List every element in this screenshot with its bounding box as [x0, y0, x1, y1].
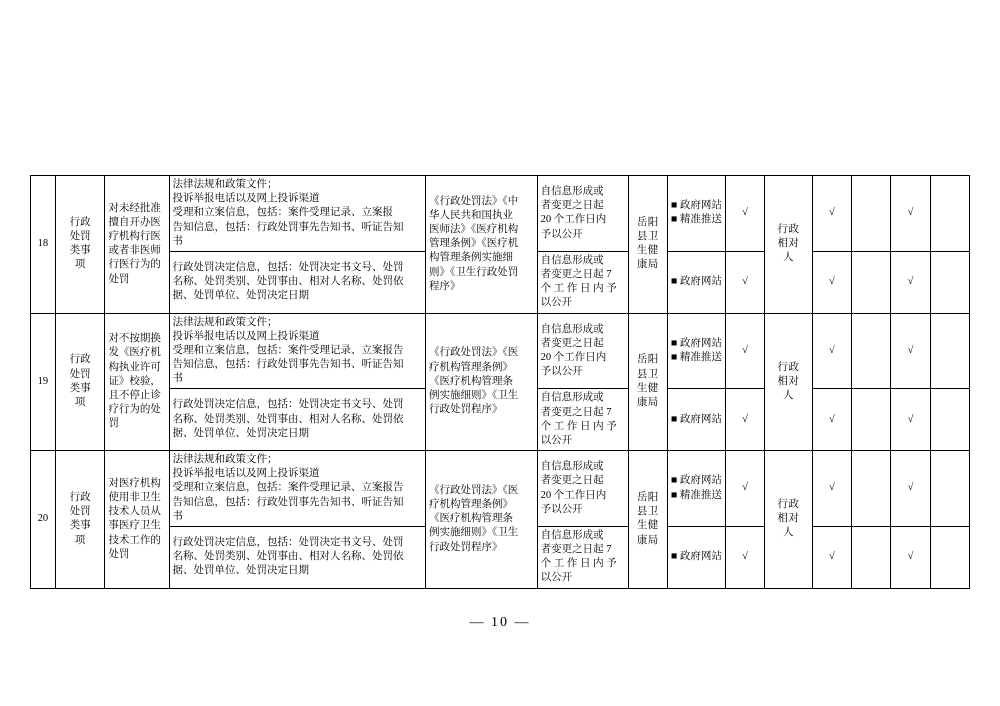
- vertical-line: 县卫: [636, 368, 659, 380]
- disclosure-channel: [667, 176, 725, 252]
- text-line: ■ 政府网站: [670, 200, 722, 212]
- check-cell: √: [725, 251, 764, 313]
- vertical-line: 康局: [636, 534, 659, 546]
- row-item-name: 对不按期换发《医疗机构执业许可证》校验，且不停止诊疗行为的处罚: [105, 313, 169, 451]
- text-line: 行政处罚程序》: [429, 541, 503, 553]
- disclosure-time: [537, 451, 628, 527]
- text-line: 者变更之日起 7: [540, 406, 612, 418]
- text-line: 华人民共和国执业: [429, 209, 513, 221]
- vertical-line: 行政: [777, 224, 800, 236]
- disclosure-object: [765, 313, 813, 451]
- text-line: 自信息形成或: [540, 186, 604, 198]
- disclosure-time: [537, 389, 628, 451]
- text-line: 投诉举报电话以及网上投诉渠道: [172, 330, 320, 342]
- text-line: 者变更之日起 7: [540, 269, 612, 281]
- text-line: 《行政处罚法》《医: [429, 484, 519, 496]
- vertical-line: 岳阳: [636, 492, 659, 504]
- text-line: 则》《卫生行政处罚: [429, 266, 519, 278]
- text-line: 书: [172, 373, 184, 385]
- check-cell: √: [812, 389, 851, 451]
- text-line: 书: [172, 235, 184, 247]
- text-line: 以公开: [540, 572, 573, 584]
- text-line: ■ 政府网站: [670, 337, 722, 349]
- disclosure-content: [169, 251, 425, 313]
- check-cell: [930, 526, 969, 588]
- table-row: [31, 313, 970, 389]
- text-line: 书: [172, 510, 184, 522]
- disclosure-content: [169, 451, 425, 527]
- text-line: 例实施细则》《卫生: [429, 527, 519, 539]
- vertical-line: 行政: [777, 361, 800, 373]
- text-line: 名称、处罚类别、处罚事由、相对人名称、处罚依: [172, 276, 404, 288]
- check-cell: [852, 389, 891, 451]
- text-line: 告知信息，包括：行政处罚事先告知书、听证告知: [172, 496, 404, 508]
- check-cell: [852, 526, 891, 588]
- check-cell: √: [725, 526, 764, 588]
- text-line: 20 个工作日内: [540, 351, 607, 363]
- vertical-line: 相对: [777, 375, 800, 387]
- text-line: 《行政处罚法》《医: [429, 347, 519, 359]
- text-line: 者变更之日起: [540, 200, 604, 212]
- disclosure-object: [765, 176, 813, 314]
- text-line: 个 工 作 日 内 予: [540, 420, 617, 432]
- row-item-name: 对医疗机构使用非卫生技术人员从事医疗卫生技术工作的处罚: [105, 451, 169, 589]
- text-line: 自信息形成或: [540, 461, 604, 473]
- text-line: ■ 精准推送: [670, 351, 722, 363]
- vertical-line: 岳阳: [636, 354, 659, 366]
- check-cell: √: [812, 526, 851, 588]
- check-cell: √: [725, 389, 764, 451]
- text-line: 法律法规和政策文件；: [172, 454, 278, 466]
- check-cell: [852, 451, 891, 527]
- table-body: [31, 176, 970, 589]
- text-line: 行政处罚决定信息，包括：处罚决定书文号、处罚: [172, 537, 404, 549]
- text-line: 管理条例》《医疗机: [429, 238, 519, 250]
- vertical-line: 人: [782, 252, 794, 264]
- vertical-line: 行政: [777, 499, 800, 511]
- check-cell: √: [725, 176, 764, 252]
- text-line: 予以公开: [540, 503, 583, 515]
- check-cell: √: [891, 251, 930, 313]
- check-cell: √: [891, 526, 930, 588]
- text-line: 者变更之日起 7: [540, 544, 612, 556]
- check-cell: [930, 451, 969, 527]
- text-line: 《行政处罚法》《中: [429, 195, 519, 207]
- text-line: 据、处罚单位、处罚决定日期: [172, 427, 310, 439]
- text-line: 以公开: [540, 297, 573, 309]
- text-line: ■ 政府网站: [670, 276, 722, 288]
- text-line: 投诉举报电话以及网上投诉渠道: [172, 193, 320, 205]
- text-line: 疗机构管理条例》: [429, 499, 513, 511]
- vertical-line: 康局: [636, 396, 659, 408]
- check-cell: [852, 251, 891, 313]
- check-cell: [930, 313, 969, 389]
- check-cell: √: [891, 389, 930, 451]
- check-cell: [930, 176, 969, 252]
- row-category: 行政 处罚 类事 项: [55, 451, 105, 589]
- text-line: ■ 政府网站: [670, 413, 722, 425]
- vertical-line: 生健: [636, 245, 659, 257]
- text-line: 疗机构管理条例》: [429, 361, 513, 373]
- disclosure-time: [537, 251, 628, 313]
- text-line: 行政处罚决定信息，包括：处罚决定书文号、处罚: [172, 261, 404, 273]
- text-line: 法律法规和政策文件；: [172, 179, 278, 190]
- check-cell: √: [725, 451, 764, 527]
- legal-basis: [426, 313, 538, 451]
- vertical-line: 县卫: [636, 506, 659, 518]
- page-number: — 10 —: [469, 615, 531, 630]
- check-cell: [930, 389, 969, 451]
- legal-basis: [426, 451, 538, 589]
- disclosure-channel: [667, 389, 725, 451]
- text-line: 《医疗机构管理条: [429, 375, 513, 387]
- check-cell: √: [891, 451, 930, 527]
- vertical-line: 人: [782, 527, 794, 539]
- disclosure-channel: [667, 251, 725, 313]
- row-category: 行政 处罚 类事 项: [55, 313, 105, 451]
- text-line: 予以公开: [540, 228, 583, 240]
- check-cell: √: [891, 176, 930, 252]
- disclosure-content: [169, 526, 425, 588]
- text-line: 予以公开: [540, 366, 583, 378]
- check-cell: [930, 251, 969, 313]
- text-line: 行政处罚程序》: [429, 404, 503, 416]
- text-line: 受理和立案信息，包括：案件受理记录、立案报告: [172, 482, 404, 494]
- check-cell: √: [812, 251, 851, 313]
- vertical-line: 生健: [636, 520, 659, 532]
- disclosure-time: [537, 176, 628, 252]
- text-line: 医师法》《医疗机构: [429, 224, 519, 236]
- disclosure-object: [765, 451, 813, 589]
- text-line: 受理和立案信息，包括：案件受理记录、立案报: [172, 207, 394, 219]
- check-cell: [852, 313, 891, 389]
- text-line: 名称、处罚类别、处罚事由、相对人名称、处罚依: [172, 551, 404, 563]
- disclosure-table: [30, 175, 970, 589]
- check-cell: √: [891, 313, 930, 389]
- text-line: 自信息形成或: [540, 323, 604, 335]
- text-line: 据、处罚单位、处罚决定日期: [172, 565, 310, 577]
- check-cell: √: [812, 176, 851, 252]
- text-line: ■ 精准推送: [670, 214, 722, 226]
- row-index: 19: [31, 313, 56, 451]
- text-line: 自信息形成或: [540, 254, 604, 266]
- disclosure-content: [169, 313, 425, 389]
- row-index: 18: [31, 176, 56, 314]
- text-line: 20 个工作日内: [540, 489, 607, 501]
- text-line: 个 工 作 日 内 予: [540, 558, 617, 570]
- text-line: 例实施细则》《卫生: [429, 389, 519, 401]
- check-cell: [852, 176, 891, 252]
- responsible-org: [628, 176, 667, 314]
- table-row: [31, 451, 970, 527]
- check-cell: √: [725, 313, 764, 389]
- text-line: 者变更之日起: [540, 475, 604, 487]
- disclosure-content: [169, 389, 425, 451]
- disclosure-time: [537, 313, 628, 389]
- disclosure-channel: [667, 451, 725, 527]
- text-line: 自信息形成或: [540, 529, 604, 541]
- text-line: 据、处罚单位、处罚决定日期: [172, 290, 310, 302]
- text-line: 者变更之日起: [540, 337, 604, 349]
- disclosure-channel: [667, 526, 725, 588]
- row-index: 20: [31, 451, 56, 589]
- text-line: ■ 政府网站: [670, 551, 722, 563]
- text-line: 个 工 作 日 内 予: [540, 283, 617, 295]
- text-line: 《医疗机构管理条: [429, 513, 513, 525]
- vertical-line: 县卫: [636, 231, 659, 243]
- text-line: 以公开: [540, 434, 573, 446]
- disclosure-content: [169, 176, 425, 252]
- text-line: 程序》: [429, 280, 461, 292]
- text-line: 行政处罚决定信息，包括：处罚决定书文号、处罚: [172, 399, 404, 411]
- text-line: 名称、处罚类别、处罚事由、相对人名称、处罚依: [172, 413, 404, 425]
- check-cell: √: [812, 313, 851, 389]
- text-line: ■ 政府网站: [670, 475, 722, 487]
- disclosure-time: [537, 526, 628, 588]
- text-line: 投诉举报电话以及网上投诉渠道: [172, 468, 320, 480]
- check-cell: √: [812, 451, 851, 527]
- responsible-org: [628, 451, 667, 589]
- text-line: 自信息形成或: [540, 392, 604, 404]
- text-line: 20 个工作日内: [540, 214, 607, 226]
- table-row: [31, 176, 970, 252]
- text-line: 法律法规和政策文件；: [172, 316, 278, 328]
- text-line: ■ 精准推送: [670, 489, 722, 501]
- vertical-line: 相对: [777, 513, 800, 525]
- legal-basis: [426, 176, 538, 314]
- responsible-org: [628, 313, 667, 451]
- vertical-line: 人: [782, 389, 794, 401]
- vertical-line: 相对: [777, 238, 800, 250]
- row-category: 行政 处罚 类事 项: [55, 176, 105, 314]
- text-line: 告知信息，包括：行政处罚事先告知书、听证告知: [172, 221, 404, 233]
- vertical-line: 岳阳: [636, 216, 659, 228]
- text-line: 受理和立案信息，包括：案件受理记录、立案报告: [172, 344, 404, 356]
- row-item-name: 对未经批准擅自开办医疗机构行医或者非医师行医行为的处罚: [105, 176, 169, 314]
- text-line: 告知信息，包括：行政处罚事先告知书、听证告知: [172, 359, 404, 371]
- vertical-line: 生健: [636, 382, 659, 394]
- vertical-line: 康局: [636, 259, 659, 271]
- disclosure-channel: [667, 313, 725, 389]
- text-line: 构管理条例实施细: [429, 252, 513, 264]
